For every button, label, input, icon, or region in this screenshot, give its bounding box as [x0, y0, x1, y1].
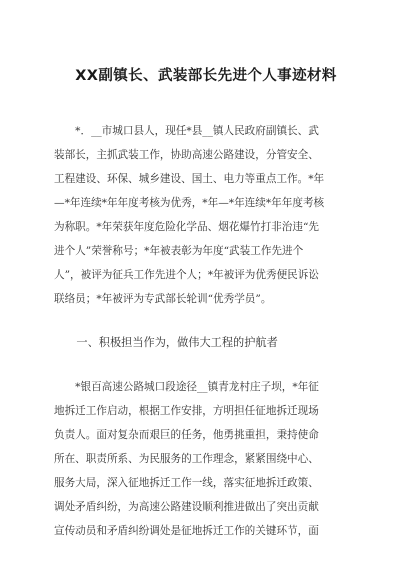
intro-paragraph: [54, 119, 358, 311]
paragraph-line: 地拆迁工作启动，根据工作安排，方明担任征地拆迁现场: [54, 405, 319, 417]
paragraph-line: 为称职。*年荣获年度危险化学品、烟花爆竹打非治违“先: [54, 221, 319, 233]
paragraph-line: —*年连续*年年度考核为优秀，*年—*年连续*年年度考核: [54, 197, 325, 209]
paragraph-line: 调处矛盾纠纷，为高速公路建设顺利推进做出了突出贡献: [54, 501, 319, 513]
paragraph-line: 联络员；*年被评为专武部长轮训“优秀学员”。: [54, 293, 272, 305]
paragraph-line: *．__市城口县人，现任*县__镇人民政府副镇长、武: [54, 125, 319, 137]
paragraph-line: 所在、职责所系、为民服务的工作理念，紧紧围绕中心、: [54, 453, 319, 465]
paragraph-line: 人”，被评为征兵工作先进个人；*年被评为优秀便民诉讼: [54, 269, 319, 281]
paragraph-line: 工程建设、环保、城乡建设、国土、电力等重点工作。*年: [54, 173, 325, 185]
paragraph-line: 宣传动员和矛盾纠纷调处是征地拆迁工作的关键环节，面: [54, 525, 319, 537]
document-title: XX副镇长、武装部长先进个人事迹材料: [75, 68, 337, 84]
section-heading: 一、积极担当作为，做伟大工程的护航者: [54, 336, 278, 349]
paragraph-line: 装部长，主抓武装工作，协助高速公路建设，分管安全、: [54, 149, 319, 161]
paragraph-line: 负责人。面对复杂而艰巨的任务，他勇挑重担，秉持使命: [54, 429, 319, 441]
paragraph-line: *银百高速公路城口段途径__镇青龙村庄子坝，*年征: [54, 381, 319, 393]
paragraph-line: 服务大局，深入征地拆迁工作一线，落实征地拆迁政策、: [54, 477, 319, 489]
paragraph-line: 进个人”荣誉称号；*年被表彰为年度“武装工作先进个: [54, 245, 304, 257]
section-paragraph: [54, 375, 358, 543]
